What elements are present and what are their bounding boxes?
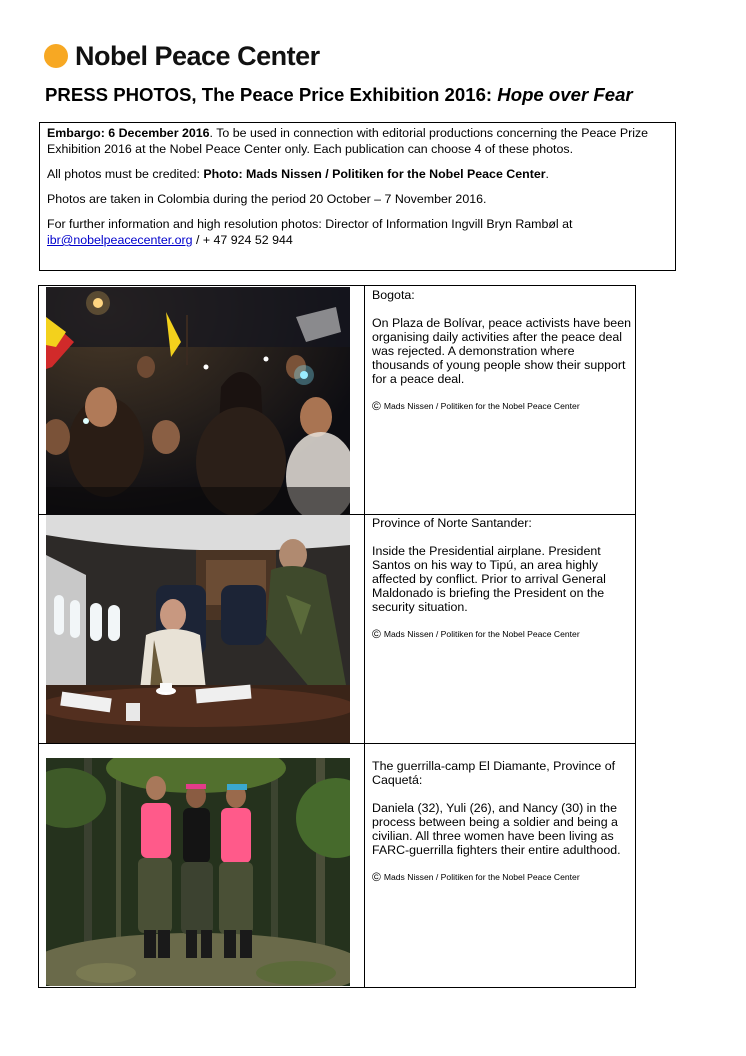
photo-credit — [372, 400, 632, 412]
embargo-paragraph — [47, 125, 669, 157]
contact-paragraph — [47, 216, 669, 248]
credit-end: . — [545, 167, 549, 181]
caption-cell — [372, 516, 632, 640]
photo-description: Inside the Presidential airplane. President Santos on his way to Tipú, an area highly affected by conflict. Prior to arrival General Maldonado is briefing the President on the security situation. — [372, 544, 606, 614]
credit-intro: All photos must be credited: — [47, 167, 204, 181]
copyright-icon: © — [372, 399, 381, 413]
photo-credit-text: Mads Nissen / Politiken for the Nobel Peace Center — [383, 401, 580, 411]
contact-text: For further information and high resolution photos: Director of Information Ingvill Bryn Rambøl at — [47, 217, 573, 231]
credit-paragraph — [47, 166, 669, 182]
logo — [44, 40, 320, 72]
table-row — [39, 286, 635, 515]
caption-cell — [372, 759, 632, 883]
photo-description: Daniela (32), Yuli (26), and Nancy (30) in the process between being a soldier and being a civilian. All three women have been living as FARC-guerrilla fighters their entire adulthood. — [372, 801, 621, 857]
photo-location: Province of Norte Santander: — [372, 516, 532, 530]
copyright-icon: © — [372, 870, 381, 884]
email-link[interactable]: ibr@nobelpeacecenter.org — [47, 233, 193, 247]
photo-guerrilla-camp — [46, 758, 350, 986]
photo-cell — [39, 743, 365, 987]
embargo-label: Embargo: 6 December 2016 — [47, 126, 210, 140]
page-title — [45, 84, 633, 106]
photo-cell — [39, 286, 365, 514]
phone: / + 47 924 52 944 — [192, 233, 293, 247]
period-paragraph: Photos are taken in Colombia during the period 20 October – 7 November 2016. — [47, 192, 487, 206]
copyright-icon: © — [372, 627, 381, 641]
photo-location: Bogota: — [372, 288, 415, 302]
logo-dot-icon — [44, 44, 68, 68]
title-main: PRESS PHOTOS, The Peace Price Exhibition 2016: — [45, 84, 498, 105]
photo-description: On Plaza de Bolívar, peace activists have been organising daily activities after the peace deal was rejected. A demonstration where thousands of young people show their support for a peace deal. — [372, 316, 631, 386]
photo-bogota — [46, 287, 350, 515]
credit-bold: Photo: Mads Nissen / Politiken for the Nobel Peace Center — [203, 167, 546, 181]
photo-credit-text: Mads Nissen / Politiken for the Nobel Peace Center — [383, 872, 580, 882]
photo-credit — [372, 628, 632, 640]
logo-text: Nobel Peace Center — [75, 40, 320, 71]
photo-location: The guerrilla-camp El Diamante, Province of Caquetá: — [372, 759, 616, 787]
photo-credit — [372, 871, 632, 883]
photo-table — [38, 285, 636, 988]
table-row — [39, 514, 635, 744]
photo-credit-text: Mads Nissen / Politiken for the Nobel Peace Center — [383, 629, 580, 639]
info-box — [39, 122, 676, 271]
caption-cell — [372, 288, 632, 412]
photo-cell — [39, 514, 365, 743]
table-row — [39, 743, 635, 987]
photo-airplane — [46, 515, 350, 743]
title-italic: Hope over Fear — [497, 84, 633, 105]
embargo-text: . To be used in connection with editorial productions concerning the Peace Prize Exhibition 2016 at the Nobel Peace Center only. Each publication can choose 4 of these photos. — [47, 126, 649, 156]
